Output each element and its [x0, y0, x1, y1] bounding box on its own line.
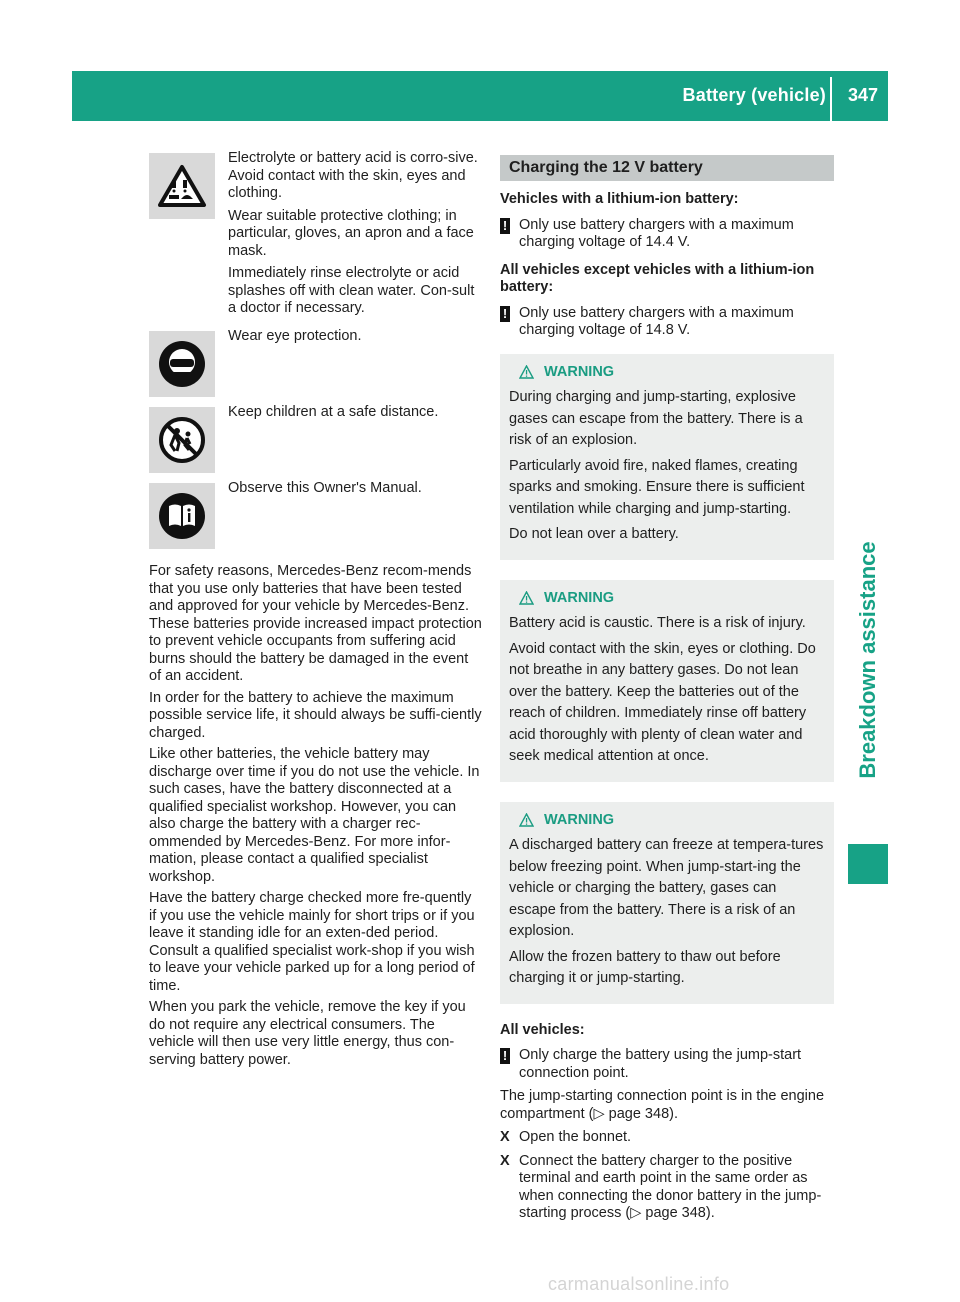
- header-title: Battery (vehicle): [682, 85, 826, 105]
- warning-label: WARNING: [544, 811, 615, 828]
- side-tab-label: Breakdown assistance: [855, 541, 880, 779]
- body-paragraph: Like other batteries, the vehicle battery may discharge over time if you do not use the vehicle. In such cases, have the battery disconnected at a qualified specialist workshop. However, you can also charge the battery with a charger rec-ommended by Mercedes-Benz. For more infor-mation, please contact a qualified specialist workshop.: [149, 746, 480, 885]
- section-title: Charging the 12 V battery: [500, 155, 834, 181]
- symbol-text: [228, 480, 482, 559]
- watermark: carmanualsonline.info: [548, 1274, 730, 1294]
- warning-header: [509, 588, 825, 610]
- instruction-step: [500, 1153, 834, 1223]
- section-side-tab: [848, 540, 888, 780]
- warning-paragraph: Allow the frozen battery to thaw out before charging it or jump-starting.: [509, 948, 781, 986]
- warning-box: [500, 354, 834, 560]
- symbol-paragraph: Keep children at a safe distance.: [228, 404, 439, 420]
- symbol-paragraph: Electrolyte or battery acid is corro-sive. Avoid contact with the skin, eyes and clothing.: [228, 150, 478, 201]
- lithium-heading: Vehicles with a lithium-ion battery:: [500, 191, 739, 207]
- step-text: Open the bonnet.: [519, 1129, 632, 1145]
- symbol-paragraph: Observe this Owner's Manual.: [228, 480, 422, 496]
- symbol-paragraph: Wear eye protection.: [228, 328, 362, 344]
- left-column: [149, 150, 482, 1069]
- warning-box: [500, 802, 834, 1004]
- corrosive-warning-icon: [149, 153, 215, 219]
- warning-triangle-icon: [519, 813, 534, 827]
- symbol-text: [228, 150, 482, 331]
- notice-all: [500, 1047, 834, 1082]
- notice-lithium: [500, 217, 834, 252]
- page-number: 347: [847, 85, 878, 105]
- body-paragraph: When you park the vehicle, remove the key if you do not require any electrical consumers. The vehicle will then use very little energy, thus con-serving battery power.: [149, 999, 466, 1068]
- warning-label: WARNING: [544, 589, 615, 606]
- symbol-paragraph: Immediately rinse electrolyte or acid splashes off with clean water. Con-sult a doctor if necessary.: [228, 265, 475, 316]
- body-paragraph: For safety reasons, Mercedes-Benz recom-mends that you use only batteries that have been tested and approved for your vehicle by Mercedes-Benz. These batteries provide increased impact protection to prevent vehicle occupants from suffering acid burns should the battery be damaged in the event of an accident.: [149, 563, 482, 684]
- symbol-row-eye-protection: [149, 328, 482, 407]
- notice-text: Only use battery chargers with a maximum charging voltage of 14.8 V.: [519, 304, 794, 338]
- warning-paragraph: Do not lean over a battery.: [509, 526, 679, 542]
- warning-header: [509, 362, 825, 384]
- other-vehicles-heading: All vehicles except vehicles with a lithium-ion battery:: [500, 261, 815, 295]
- header-divider: [830, 77, 832, 121]
- symbol-text: [228, 404, 482, 483]
- warning-paragraph: During charging and jump-starting, explosive gases can escape from the battery. There is a risk of an explosion.: [509, 389, 803, 448]
- notice-text: Only charge the battery using the jump-start connection point.: [519, 1047, 802, 1081]
- warning-paragraph: A discharged battery can freeze at tempera-tures below freezing point. When jump-start-ing the vehicle or charging the battery, gases can escape from the battery. There is a risk of an explosion.: [509, 837, 824, 939]
- notice-text: Only use battery chargers with a maximum charging voltage of 14.4 V.: [519, 216, 794, 250]
- exclamation-icon: !: [500, 1048, 510, 1064]
- no-children-icon: [149, 407, 215, 473]
- warning-header: [509, 810, 825, 832]
- step-text: Connect the battery charger to the positive terminal and earth point in the same order as when connecting the donor battery in the jump-starting process (▷ page 348).: [519, 1152, 822, 1221]
- warning-paragraph: Avoid contact with the skin, eyes or clothing. Do not breathe in any battery gases. Do not lean over the battery. Keep the batteries out of the reach of children. Immediately rinse off battery acid thoroughly with plenty of clean water and seek medical attention at once.: [509, 640, 816, 764]
- warning-paragraph: Battery acid is caustic. There is a risk of injury.: [509, 615, 806, 631]
- side-tab-block: [848, 844, 888, 884]
- warning-box: [500, 580, 834, 782]
- exclamation-icon: !: [500, 306, 510, 322]
- instruction-step: [500, 1129, 834, 1147]
- all-vehicles-heading: All vehicles:: [500, 1021, 585, 1038]
- symbol-row-corrosive: [149, 150, 482, 331]
- exclamation-icon: !: [500, 218, 510, 234]
- body-paragraph: Have the battery charge checked more fre-quently if you use the vehicle mainly for short trips or if you leave it standing idle for an exten-ded period. Consult a qualified specialist work-shop if you wish to leave your vehicle parked up for a long period of time.: [149, 890, 475, 994]
- symbol-paragraph: Wear suitable protective clothing; in particular, gloves, an apron and a face mask.: [228, 207, 474, 259]
- step-marker: X: [500, 1129, 510, 1145]
- location-text: The jump-starting connection point is in the engine compartment (▷ page 348).: [500, 1088, 825, 1122]
- warning-label: WARNING: [544, 363, 615, 380]
- notice-other: [500, 305, 834, 340]
- warning-paragraph: Particularly avoid fire, naked flames, creating sparks and smoking. Ensure there is sufficient ventilation while charging and jump-starting.: [509, 457, 805, 517]
- symbol-row-children: [149, 404, 482, 483]
- owners-manual-icon: [149, 483, 215, 549]
- right-column: [500, 155, 834, 1223]
- body-paragraph: In order for the battery to achieve the maximum possible service life, it should always be suffi-ciently charged.: [149, 689, 482, 741]
- warning-triangle-icon: [519, 591, 534, 605]
- step-marker: X: [500, 1152, 510, 1169]
- symbol-row-manual: [149, 480, 482, 559]
- symbol-text: [228, 328, 482, 407]
- page-header: [72, 71, 888, 121]
- eye-protection-icon: [149, 331, 215, 397]
- warning-triangle-icon: [519, 365, 534, 379]
